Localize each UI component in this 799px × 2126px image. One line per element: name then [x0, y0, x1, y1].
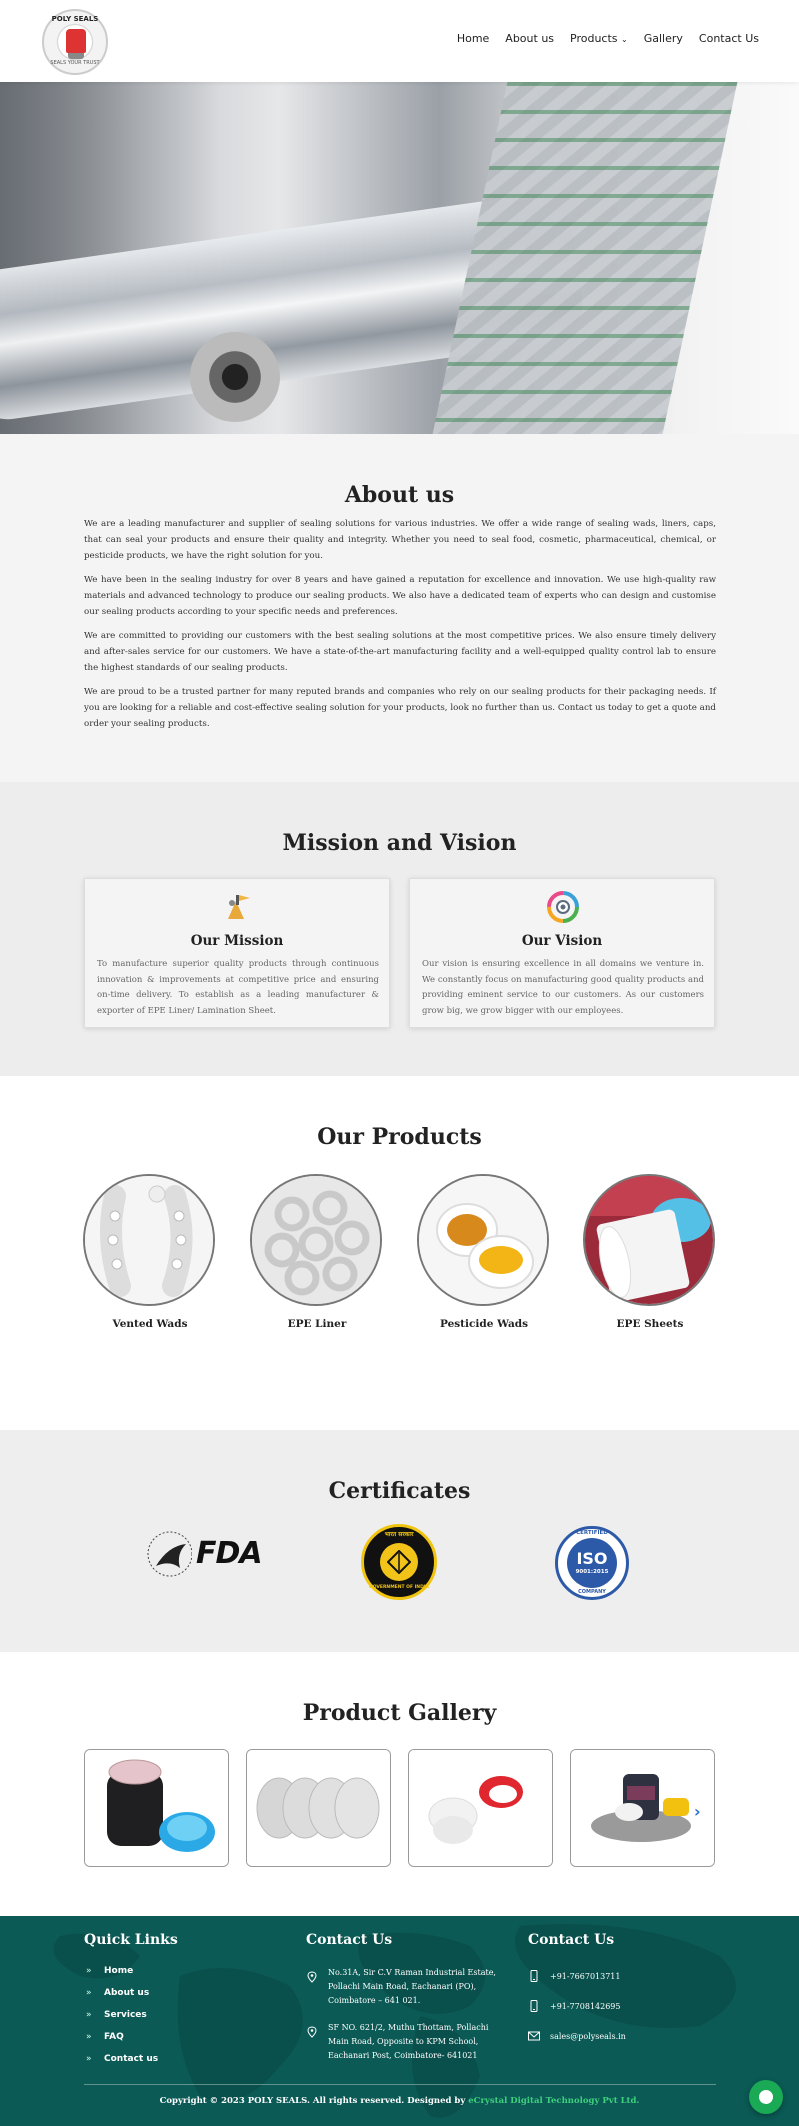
site-footer — [0, 1916, 799, 2126]
chat-widget-button[interactable] — [749, 2080, 783, 2114]
footer-link-label: Home — [104, 1966, 134, 1976]
nav-products[interactable] — [570, 32, 628, 45]
about-paragraph: We are a leading manufacturer and supplier of sealing solutions for various industries. We offer a wide range of sealing wads, liners, caps, that can seal your products and ensure their quality and integrity. Whether you need to seal food, cosmetic, pharmaceutical, chemical, or pesticide products, we have the right solution for you. — [84, 519, 716, 561]
designer-link[interactable]: eCrystal Digital Technology Pvt Ltd. — [468, 2096, 640, 2106]
mobile-phone-icon — [528, 2000, 540, 2012]
logo-text-top: POLY SEALS — [51, 15, 99, 23]
footer-link-label: Services — [104, 2010, 147, 2020]
gallery-image — [85, 1750, 228, 1866]
footer-contact-address-title: Contact Us — [306, 1932, 393, 1948]
mission-card — [84, 878, 390, 1028]
about-paragraph: We are committed to providing our customers with the best sealing solutions at the most competitive prices. We also ensure timely delivery and after-sales service for our customers. We have a state-of-the-art manufacturing facility and a well-equipped quality control lab to ensure the highest standards of our sealing products. — [84, 631, 716, 673]
nav-contact[interactable]: Contact Us — [698, 32, 759, 45]
location-pin-icon — [307, 2026, 317, 2038]
footer-link-label: FAQ — [104, 2032, 124, 2042]
quick-links-title: Quick Links — [84, 1932, 178, 1948]
product-label: EPE Sheets — [616, 1318, 684, 1330]
nav-about[interactable]: About us — [505, 32, 555, 45]
footer-link-home[interactable] — [86, 1966, 133, 1976]
footer-contact-phone-title: Contact Us — [528, 1932, 615, 1948]
mission-vision-title: Mission and Vision — [282, 830, 517, 856]
product-card-vented-wads[interactable] — [83, 1174, 217, 1330]
copyright-text — [0, 2096, 799, 2106]
hero-banner-image — [0, 82, 799, 434]
about-title: About us — [344, 482, 455, 508]
gallery-next-arrow[interactable]: › — [694, 1802, 701, 1821]
products-title: Our Products — [317, 1124, 482, 1150]
footer-address-1: No.31A, Sir C.V Raman Industrial Estate, Pollachi Main Road, Eachanari (PO), Coimbatore – 641 021. — [328, 1968, 496, 2005]
product-image — [83, 1174, 215, 1306]
footer-link-faq[interactable] — [86, 2032, 124, 2042]
product-card-epe-sheets[interactable] — [583, 1174, 717, 1330]
fda-logo — [146, 1526, 266, 1586]
govt-text-bottom: GOVERNMENT OF INDIA — [369, 1585, 429, 1590]
nav-home[interactable]: Home — [456, 32, 490, 45]
govt-text-top: भारत सरकार — [384, 1531, 414, 1538]
product-image — [583, 1174, 715, 1306]
double-chevron-icon: » — [86, 1988, 92, 1998]
footer-link-contact[interactable] — [86, 2054, 158, 2064]
iso-text-top: CERTIFIED — [576, 1530, 608, 1536]
gallery-image — [409, 1750, 552, 1866]
nav-products-label: Products — [570, 32, 618, 45]
double-chevron-icon: » — [86, 1966, 92, 1976]
product-label: Vented Wads — [112, 1318, 188, 1330]
about-paragraph: We are proud to be a trusted partner for many reputed brands and companies who rely on our sealing products for their packaging needs. If you are looking for a reliable and cost-effective sealing solution for your products, look no further than us. Contact us today to get a quote and order your sealing products. — [84, 687, 716, 729]
certificates-title: Certificates — [328, 1478, 471, 1504]
gallery-item[interactable] — [246, 1749, 391, 1867]
location-pin-icon — [307, 1971, 317, 1983]
iso-certified-logo — [555, 1526, 629, 1600]
vision-card-text: Our vision is ensuring excellence in all domains we venture in. We constantly focus on manufacturing good quality products and providing eminent service to our customers. As our customers grow big, we grow bigger with our employees. — [422, 959, 704, 1016]
government-of-india-logo — [361, 1524, 437, 1600]
footer-address-2: SF NO. 621/2, Muthu Thottam, Pollachi Main Road, Opposite to KPM School, Eachanari Post, Coimbatore- 641021 — [328, 2023, 489, 2060]
poly-seals-logo[interactable] — [42, 9, 108, 75]
double-chevron-icon: » — [86, 2054, 92, 2064]
gallery-item[interactable] — [84, 1749, 229, 1867]
fda-text: FDA — [196, 1536, 262, 1571]
iso-text: ISO — [576, 1549, 608, 1568]
mission-card-text: To manufacture superior quality products through continuous innovation & improvements at competitive price and ensuring on-time delivery. To establish as a leading manufacturer & exporter of EPE Liner/ Lamination Sheet. — [97, 959, 379, 1016]
double-chevron-icon: » — [86, 2010, 92, 2020]
about-paragraph: We have been in the sealing industry for over 8 years and have gained a reputation for excellence and innovation. We use high-quality raw materials and advanced technology to produce our sealing products. We also have a dedicated team of experts who can design and customise our sealing products according to your specific needs and preferences. — [84, 575, 716, 617]
footer-phone-2[interactable]: +91-7708142695 — [550, 2002, 621, 2011]
gallery-image — [247, 1750, 390, 1866]
product-card-pesticide-wads[interactable] — [417, 1174, 551, 1330]
hero-printed-foil — [433, 82, 738, 434]
copyright-label: Copyright © 2023 POLY SEALS. All rights reserved. Designed by — [159, 2096, 469, 2106]
logo-text-bottom: SEALS YOUR TRUST — [50, 60, 100, 66]
chevron-down-icon: ⌄ — [621, 35, 628, 44]
vision-card — [409, 878, 715, 1028]
vision-card-title: Our Vision — [521, 933, 603, 949]
product-image — [250, 1174, 382, 1306]
gallery-title: Product Gallery — [302, 1700, 497, 1726]
footer-link-label: About us — [104, 1988, 150, 1998]
mobile-phone-icon — [528, 1970, 540, 1982]
product-card-epe-liner[interactable] — [250, 1174, 384, 1330]
footer-email[interactable]: sales@polyseals.in — [550, 2032, 626, 2041]
footer-link-label: Contact us — [104, 2054, 159, 2064]
logo-cap-graphic — [66, 29, 86, 53]
iso-text-bottom: COMPANY — [578, 1589, 606, 1595]
certificates-section — [0, 1430, 799, 1652]
nav-gallery[interactable]: Gallery — [643, 32, 683, 45]
about-section — [0, 434, 799, 782]
gallery-section — [0, 1652, 799, 1916]
mission-icon — [222, 891, 254, 923]
email-envelope-icon — [528, 2030, 540, 2042]
mission-vision-section — [0, 782, 799, 1076]
product-image — [417, 1174, 549, 1306]
hero-roller-end — [190, 332, 280, 422]
footer-link-about[interactable] — [86, 1988, 149, 1998]
gallery-image — [571, 1750, 714, 1866]
product-label: EPE Liner — [287, 1318, 347, 1330]
iso-number: 9001:2015 — [575, 1569, 609, 1575]
footer-divider — [84, 2084, 716, 2085]
footer-link-services[interactable] — [86, 2010, 147, 2020]
mission-card-title: Our Mission — [190, 933, 284, 949]
double-chevron-icon: » — [86, 2032, 92, 2042]
footer-phone-1[interactable]: +91-7667013711 — [550, 1972, 621, 1981]
products-section — [0, 1076, 799, 1430]
gallery-item[interactable] — [408, 1749, 553, 1867]
site-header — [0, 0, 799, 82]
vision-icon — [547, 891, 579, 923]
product-label: Pesticide Wads — [439, 1318, 529, 1330]
main-nav — [457, 32, 759, 45]
